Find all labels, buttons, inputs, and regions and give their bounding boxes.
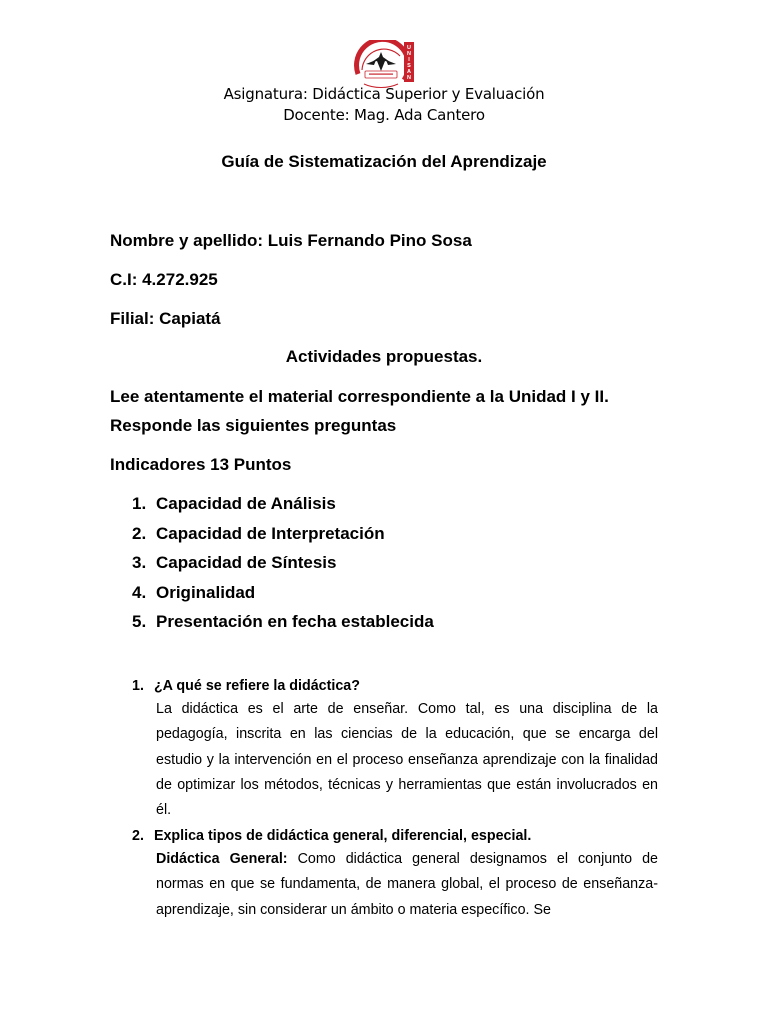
svg-text:I: I [408,57,410,63]
indicators-list [110,493,434,641]
svg-text:A: A [407,69,411,75]
university-seal-icon [352,40,418,90]
page-title: Guía de Sistematización del Aprendizaje [221,152,547,171]
answer-text: Como didáctica general designamos el conjunto de normas en que se fundamenta, de manera global, el proceso de enseñanza-aprendizaje, sin considerar un ámbito o materia específico. Se [156,851,658,918]
university-logo [352,40,418,90]
question-block-1 [110,675,658,823]
list-label: Capacidad de Síntesis [156,553,337,572]
svg-text:S: S [407,63,411,69]
student-ci: C.I: 4.272.925 [110,270,218,289]
list-number: 2. [132,523,147,543]
student-branch: Filial: Capiatá [110,309,221,328]
student-name: Nombre y apellido: Luis Fernando Pino Sosa [110,231,472,250]
activities-heading: Actividades propuestas. [285,347,483,366]
question-heading [110,675,658,697]
list-item [110,552,434,582]
svg-text:N: N [407,51,411,57]
svg-text:U: U [407,45,411,51]
instruction-respond: Responde las siguientes preguntas [110,416,397,435]
teacher-line: Docente: Mag. Ada Cantero [283,106,485,124]
instruction-read: Lee atentamente el material correspondiente a la Unidad I y II. [110,387,609,406]
question-text: Explica tipos de didáctica general, diferencial, especial. [153,828,532,844]
list-item [110,611,434,641]
list-number: 5. [132,612,147,631]
svg-text:N: N [407,75,411,81]
question-number: 1. [132,678,144,694]
list-item [110,523,434,553]
answer-text: La didáctica es el arte de enseñar. Como tal, es una disciplina de la pedagogía, inscrita en las ciencias de la educación, que se encarga del estudio y la intervención en el proceso enseñanza aprendizaje con la finalidad de optimizar los métodos, técnicas y herramientas que están involucrados en él. [156,701,658,819]
question-text: ¿A qué se refiere la didáctica? [153,678,360,694]
subject-line: Asignatura: Didáctica Superior y Evaluación [223,85,545,103]
list-number: 1. [132,494,147,513]
list-label: Capacidad de Interpretación [156,523,385,543]
question-block-2 [110,825,658,923]
list-label: Presentación en fecha establecida [156,612,434,631]
list-label: Capacidad de Análisis [156,494,336,513]
answer-label: Didáctica General: [156,851,288,867]
list-number: 3. [132,553,147,572]
list-label: Originalidad [156,582,256,602]
question-number: 2. [132,828,144,844]
list-item [110,582,434,612]
answer-paragraph [156,847,658,923]
list-number: 4. [132,582,147,602]
question-heading [110,825,658,847]
list-item [110,493,434,523]
indicators-heading: Indicadores 13 Puntos [110,455,292,474]
